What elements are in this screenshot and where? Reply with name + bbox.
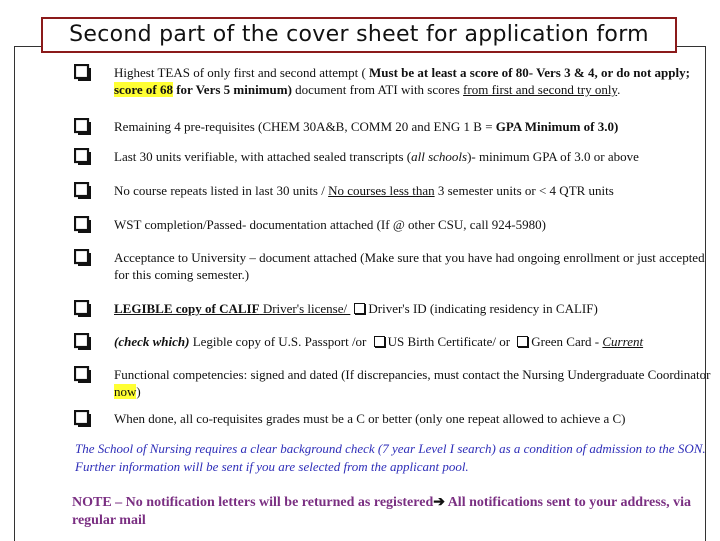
text-segment: document from ATI with scores xyxy=(291,82,464,97)
text-segment: Green Card - xyxy=(531,334,603,349)
text-segment: ) xyxy=(136,384,141,399)
checklist-item-text xyxy=(114,300,714,317)
text-segment: Must be at least a score of 80- Vers 3 & 4, or do not apply; xyxy=(369,65,690,80)
checkbox-icon[interactable] xyxy=(74,182,92,200)
checkbox-icon[interactable] xyxy=(74,216,92,234)
text-segment: score of 68 xyxy=(114,82,173,97)
text-segment: Legible copy of U.S. Passport /or xyxy=(189,334,370,349)
text-segment: now xyxy=(114,384,137,399)
text-segment: for Vers 5 minimum) xyxy=(172,82,292,97)
checkbox-icon[interactable] xyxy=(74,333,92,351)
text-segment: GPA Minimum of 3.0) xyxy=(495,119,619,134)
text-segment: all schools xyxy=(411,149,468,164)
text-segment: No course repeats listed in last 30 units / xyxy=(114,183,329,198)
text-segment: (check which) xyxy=(114,334,190,349)
text-segment: Acceptance to University – document attached (Make sure that you have had ongoing enrollment or just accepted for this coming semester.) xyxy=(114,250,705,282)
text-segment: Current xyxy=(602,334,644,349)
note-part2: All notifications sent to your address, via regular mail xyxy=(72,495,692,528)
checklist-item-text xyxy=(114,249,714,283)
text-segment: US Birth Certificate/ or xyxy=(387,334,514,349)
inline-checkbox-icon[interactable] xyxy=(374,336,385,347)
text-segment: When done, all co-requisites grades must be a C or better (only one repeat allowed to achieve a C) xyxy=(114,411,626,426)
checkbox-icon[interactable] xyxy=(74,148,92,166)
text-segment: )- minimum GPA of 3.0 or above xyxy=(467,149,639,164)
notification-note xyxy=(72,494,717,530)
text-segment: Driver's license/ xyxy=(259,301,351,316)
text-segment: Last 30 units verifiable, with attached sealed transcripts ( xyxy=(114,149,412,164)
text-segment: No courses less than xyxy=(328,183,435,198)
checklist-item-text xyxy=(114,366,714,400)
checklist-item-text xyxy=(114,410,714,427)
right-arrow-icon: ➔ xyxy=(433,495,445,510)
text-segment: LEGIBLE copy of CALIF xyxy=(114,301,260,316)
text-segment: Driver's ID (indicating residency in CALIF) xyxy=(368,301,598,316)
inline-checkbox-icon[interactable] xyxy=(517,336,528,347)
inline-checkbox-icon[interactable] xyxy=(354,303,365,314)
text-segment: from first and second try only xyxy=(463,82,618,97)
text-segment: . xyxy=(617,82,621,97)
checkbox-icon[interactable] xyxy=(74,366,92,384)
checklist-item-text xyxy=(114,216,714,233)
text-segment: Functional competencies: signed and dated (If discrepancies, must contact the Nursing Undergraduate Coordinator xyxy=(114,367,711,382)
checklist-item-text xyxy=(114,118,714,135)
checklist-item-text xyxy=(114,64,714,98)
checklist-item-text xyxy=(114,333,714,350)
checkbox-icon[interactable] xyxy=(74,118,92,136)
checkbox-icon[interactable] xyxy=(74,410,92,428)
background-check-notice: The School of Nursing requires a clear background check (7 year Level I search) as a condition of admission to the SON. Further information will be sent if you are selected from the applicant pool. xyxy=(75,441,706,474)
slide-title: Second part of the cover sheet for application form xyxy=(41,17,677,53)
text-segment: Highest TEAS of only first and second attempt ( xyxy=(114,65,370,80)
text-segment: 3 semester units or < 4 QTR units xyxy=(434,183,614,198)
text-segment: WST completion/Passed- documentation attached (If @ other CSU, call 924-5980) xyxy=(114,217,546,232)
text-segment: Remaining 4 pre-requisites (CHEM 30A&B, COMM 20 and ENG 1 B = xyxy=(114,119,496,134)
checkbox-icon[interactable] xyxy=(74,300,92,318)
checkbox-icon[interactable] xyxy=(74,64,92,82)
checkbox-icon[interactable] xyxy=(74,249,92,267)
note-part1: NOTE – No notification letters will be returned as registered xyxy=(72,495,434,510)
checklist-item-text xyxy=(114,182,714,199)
checklist-item-text xyxy=(114,148,714,165)
